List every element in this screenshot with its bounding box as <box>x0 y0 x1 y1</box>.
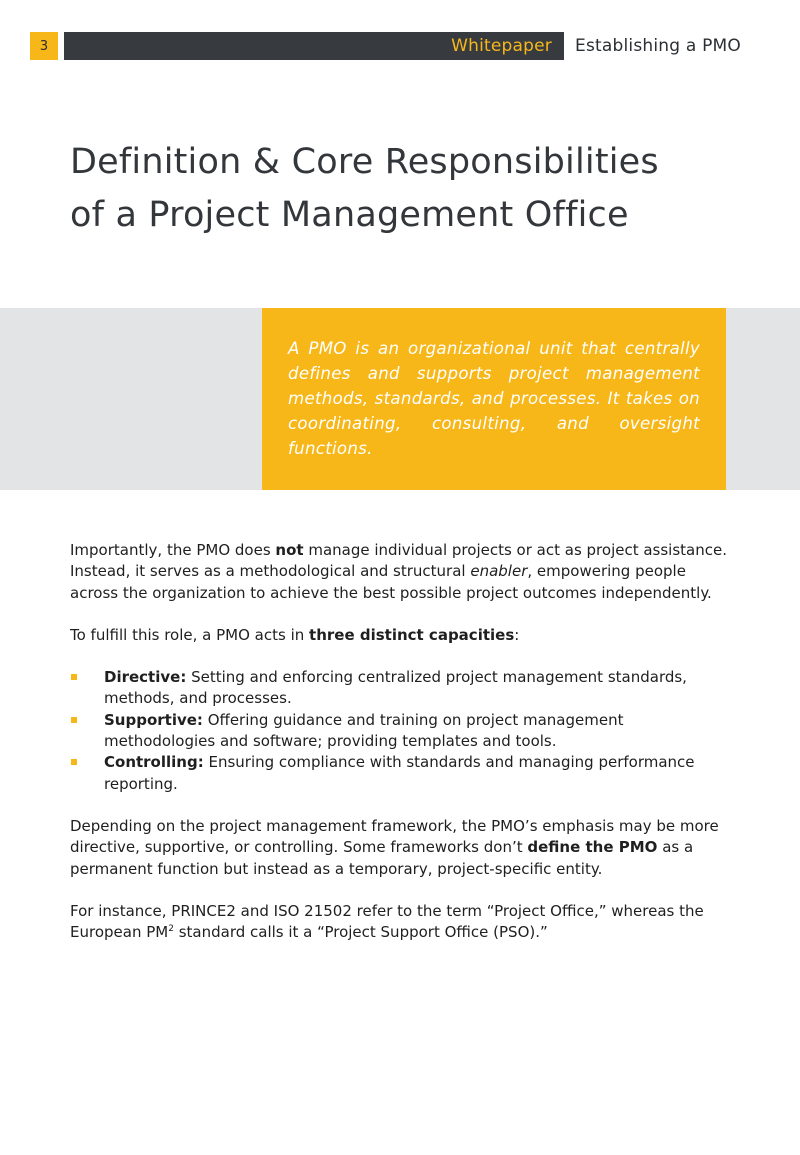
header-bar <box>64 32 564 60</box>
list-item <box>70 710 730 753</box>
page-number: 3 <box>30 32 58 60</box>
section-label: Whitepaper <box>451 36 552 56</box>
p1-emphasis-enabler: enabler <box>470 562 528 581</box>
definition-callout <box>262 308 726 490</box>
capacity-desc: Setting and enforcing centralized project management standards, methods, and processes. <box>104 668 687 708</box>
page-title <box>70 136 750 242</box>
list-item <box>70 667 730 710</box>
p3-text-a: Depending on the project management framework, the PMO’s emphasis may be more directive, supportive, or controlling. Some frameworks don’t <box>70 816 719 857</box>
list-item <box>70 752 730 795</box>
p2-emphasis: three distinct capacities <box>309 625 515 644</box>
capacity-desc: Ensuring compliance with standards and managing performance reporting. <box>104 753 695 793</box>
p1-text-e: , empowering people across the organization to achieve the best possible project outcomes independently. <box>70 562 712 602</box>
square-bullet-icon <box>71 759 77 765</box>
capacity-term: Directive: <box>104 668 187 687</box>
p4-superscript: 2 <box>168 924 174 935</box>
square-bullet-icon <box>71 717 77 723</box>
capacity-term: Controlling: <box>104 753 204 772</box>
body-text <box>70 540 730 964</box>
paragraph-frameworks <box>70 816 730 880</box>
p4-text-b: standard calls it a “Project Support Office (PSO).” <box>173 923 548 942</box>
paragraph-intro <box>70 540 730 604</box>
square-bullet-icon <box>71 674 77 680</box>
p2-text-a: To fulfill this role, a PMO acts in <box>70 625 310 644</box>
capacity-desc: Offering guidance and training on project management methodologies and software; providing templates and tools. <box>104 710 624 751</box>
p3-text-c: as a permanent function but instead as a temporary, project-specific entity. <box>70 838 694 878</box>
definition-text: A PMO is an organizational unit that centrally defines and supports project management methods, standards, and processes. It takes on coordinating, consulting, and oversight functions. <box>288 339 700 458</box>
p1-text-c: manage individual projects or act as project assistance. Instead, it serves as a methodological and structural <box>70 541 727 581</box>
p2-text-c: : <box>514 625 520 644</box>
title-line-2: of a Project Management Office <box>70 195 629 235</box>
paragraph-capacities-lead <box>70 625 730 646</box>
capacity-term: Supportive: <box>104 710 203 729</box>
document-title: Establishing a PMO <box>575 36 741 56</box>
p3-emphasis: define the PMO <box>527 838 658 857</box>
title-line-1: Definition & Core Responsibilities <box>70 142 659 182</box>
p1-emphasis-not: not <box>275 541 304 559</box>
p4-text-a: For instance, PRINCE2 and ISO 21502 refer to the term “Project Office,” whereas the European PM <box>70 901 704 942</box>
paragraph-terminology <box>70 901 730 944</box>
p1-text-a: Importantly, the PMO does <box>70 541 276 559</box>
capacities-list <box>70 667 730 795</box>
